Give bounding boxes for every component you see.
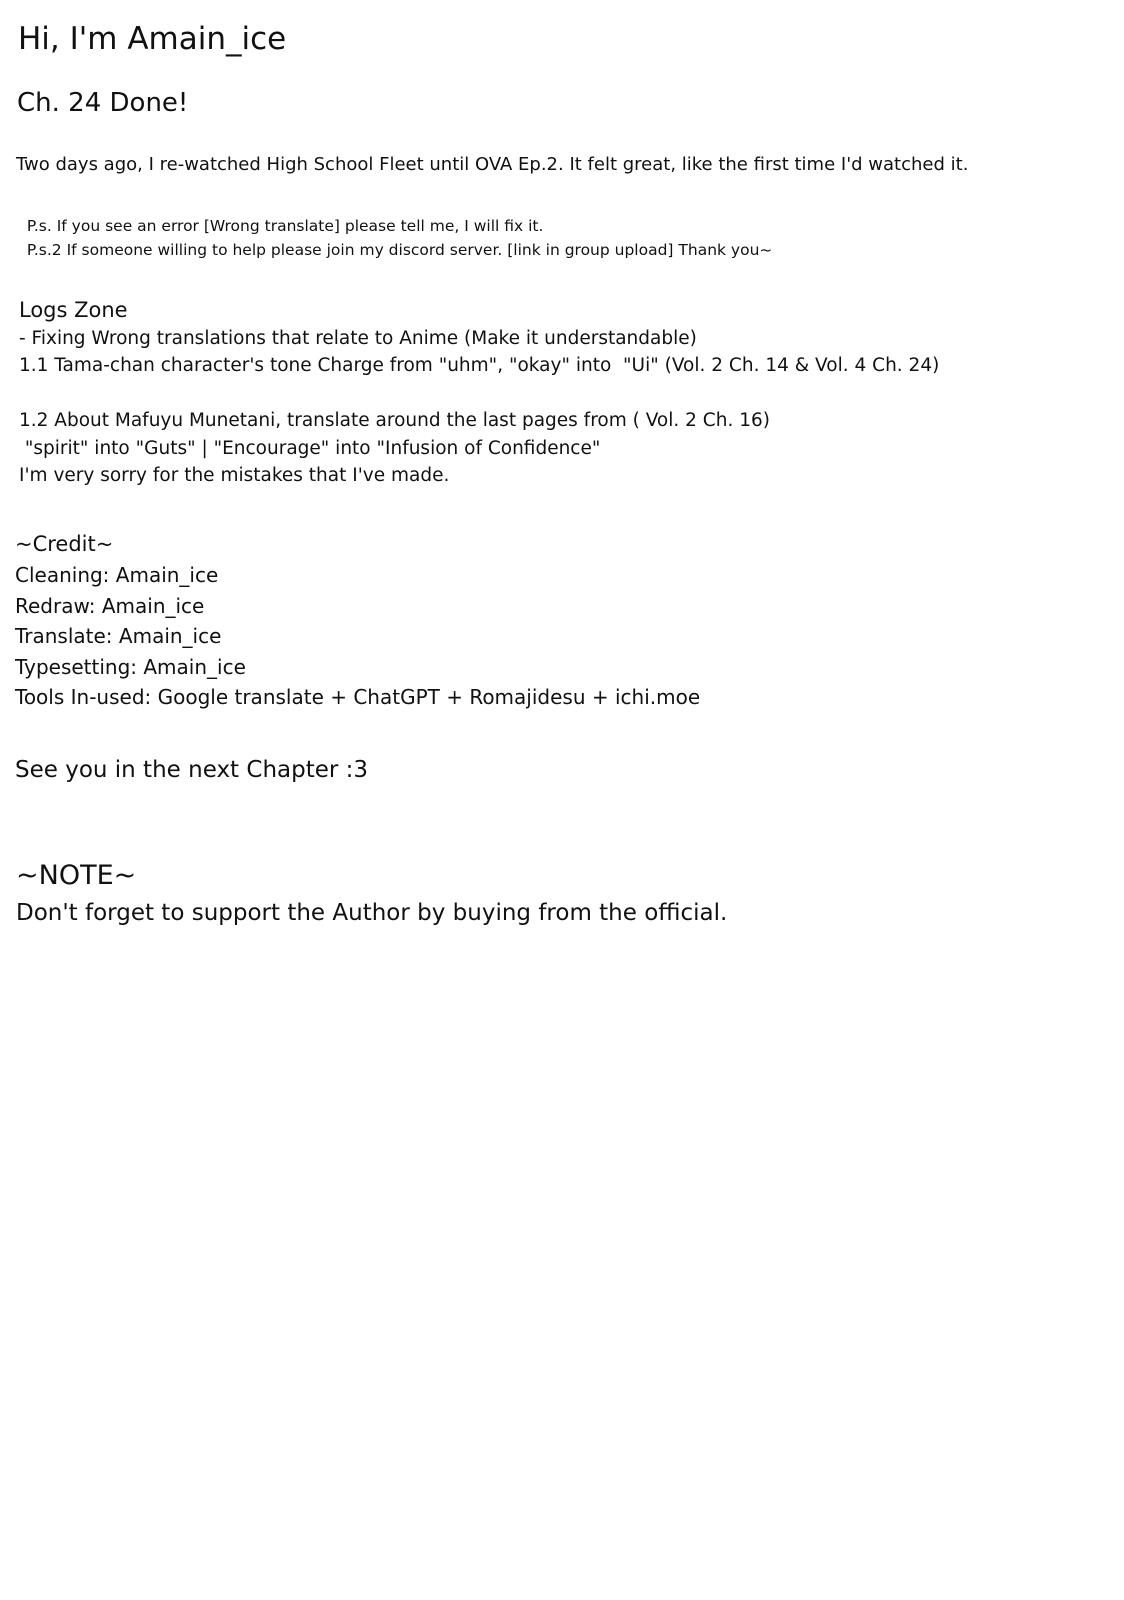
log-line: 1.1 Tama-chan character's tone Charge from "uhm", "okay" into "Ui" (Vol. 2 Ch. 14 & Vol. 4 Ch. 24) [19, 355, 940, 376]
note-body: Don't forget to support the Author by buying from the official. [16, 900, 728, 926]
credit-line: Translate: Amain_ice [15, 624, 222, 648]
log-line: I'm very sorry for the mistakes that I've made. [19, 465, 450, 486]
log-line: 1.2 About Mafuyu Munetani, translate around the last pages from ( Vol. 2 Ch. 16) [19, 410, 770, 431]
logs-title: Logs Zone [19, 298, 128, 322]
credit-line: Redraw: Amain_ice [15, 594, 205, 618]
credit-line: Typesetting: Amain_ice [15, 655, 246, 679]
note-title: ~NOTE~ [16, 860, 137, 891]
greeting-heading: Hi, I'm Amain_ice [18, 21, 287, 57]
credits-title: ~Credit~ [15, 532, 114, 556]
postscript-1: P.s. If you see an error [Wrong translate] please tell me, I will fix it. [22, 217, 544, 235]
credit-line: Cleaning: Amain_ice [15, 563, 219, 587]
log-line: "spirit" into "Guts" | "Encourage" into "Infusion of Confidence" [19, 438, 601, 459]
chapter-status-heading: Ch. 24 Done! [17, 88, 189, 118]
credit-line: Tools In-used: Google translate + ChatGPT + Romajidesu + ichi.moe [15, 685, 701, 709]
intro-paragraph: Two days ago, I re-watched High School Fleet until OVA Ep.2. It felt great, like the first time I'd watched it. [16, 154, 969, 175]
postscript-2: P.s.2 If someone willing to help please join my discord server. [link in group upload] Thank you~ [22, 241, 773, 259]
closing-message: See you in the next Chapter :3 [15, 757, 369, 783]
log-line: - Fixing Wrong translations that relate to Anime (Make it understandable) [19, 328, 697, 349]
